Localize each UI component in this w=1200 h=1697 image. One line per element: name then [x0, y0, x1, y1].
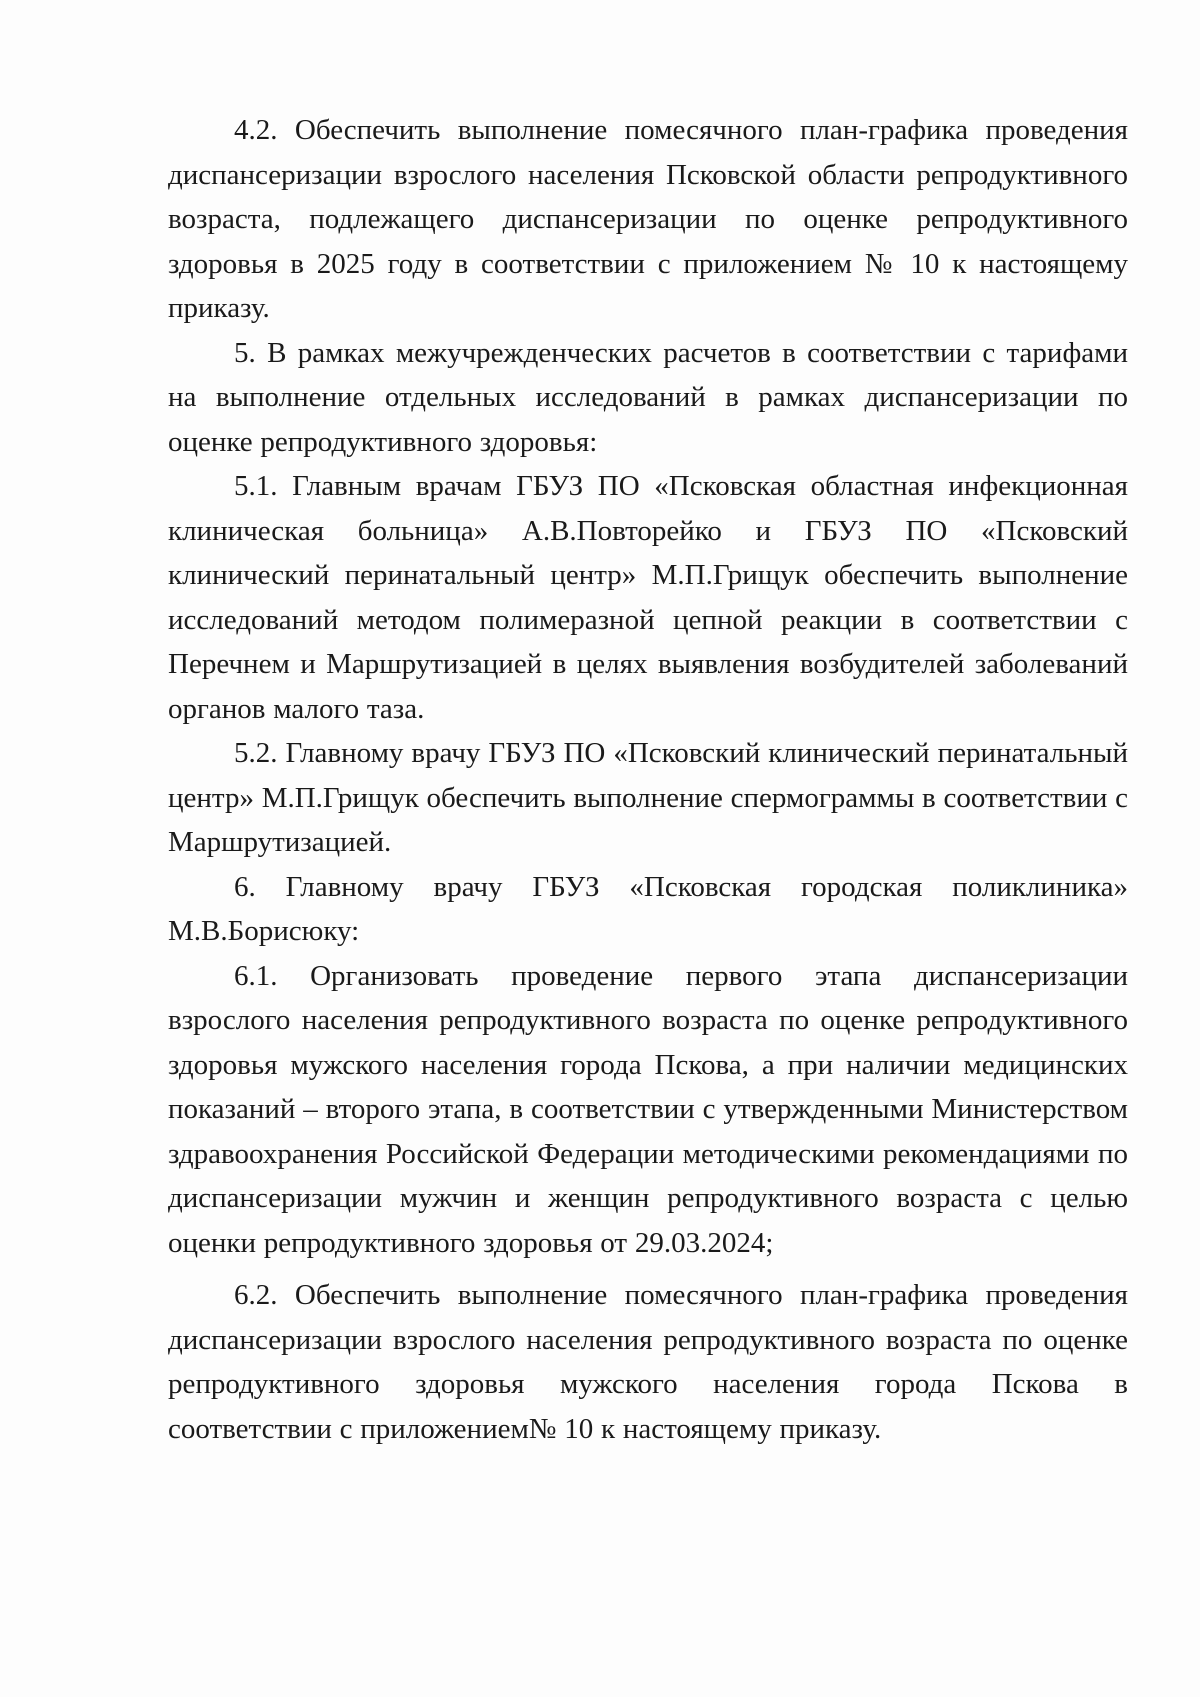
- paragraph-6: 6. Главному врачу ГБУЗ «Псковская городская поликлиника» М.В.Борисюку:: [168, 870, 1128, 947]
- paragraph-6-1: 6.1. Организовать проведение первого этапа диспансеризации взрослого населения репродуктивного возраста по оценке репродуктивного здоровья мужского населения города Пскова, а при наличии медицинских показаний – второго этапа, в соответствии с утвержденными Министерством здравоохранения Российской Федерации методическими рекомендациями по диспансеризации мужчин и женщин репродуктивного возраста с целью оценки репродуктивного здоровья от 29.03.2024;: [168, 959, 1128, 1259]
- document-body: [168, 108, 1128, 1451]
- paragraph-6-2: 6.2. Обеспечить выполнение помесячного план-графика проведения диспансеризации взрослого населения репродуктивного возраста по оценке репродуктивного здоровья мужского населения города Пскова в соответствии с приложением№ 10 к настоящему приказу.: [168, 1279, 1128, 1445]
- paragraph-4-2: 4.2. Обеспечить выполнение помесячного план-графика проведения диспансеризации взрослого населения Псковской области репродуктивного возраста, подлежащего диспансеризации по оценке репродуктивного здоровья в 2025 году в соответствии с приложением № 10 к настоящему приказу.: [168, 114, 1128, 324]
- paragraph-5-2: 5.2. Главному врачу ГБУЗ ПО «Псковский клинический перинатальный центр» М.П.Грищук обеспечить выполнение спермограммы в соответствии с Маршрутизацией.: [168, 737, 1128, 858]
- paragraph-5: 5. В рамках межучрежденческих расчетов в соответствии с тарифами на выполнение отдельных исследований в рамках диспансеризации по оценке репродуктивного здоровья:: [168, 336, 1128, 458]
- paragraph-5-1: 5.1. Главным врачам ГБУЗ ПО «Псковская областная инфекционная клиническая больница» А.В.Повторейко и ГБУЗ ПО «Псковский клинический перинатальный центр» М.П.Грищук обеспечить выполнение исследований методом полимеразной цепной реакции в соответствии с Перечнем и Маршрутизацией в целях выявления возбудителей заболеваний органов малого таза.: [168, 470, 1128, 725]
